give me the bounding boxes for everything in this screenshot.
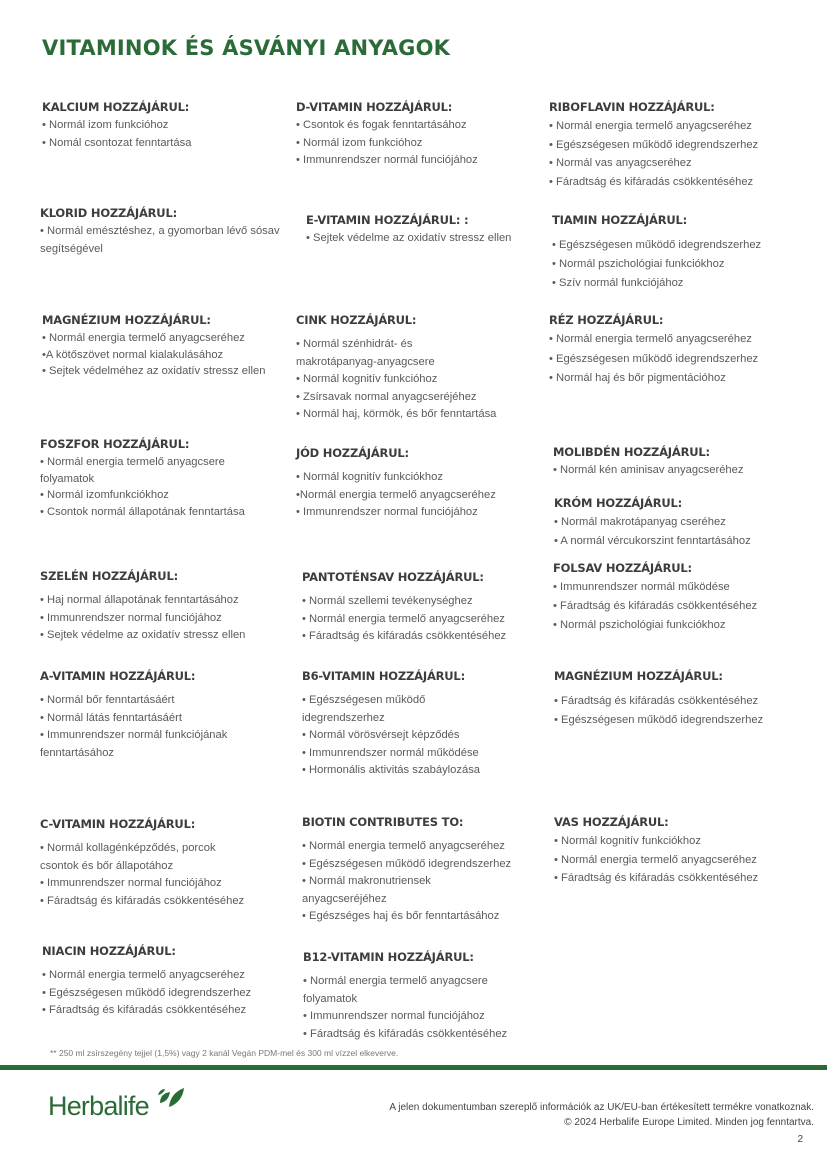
block-item: • Normál bőr fenntartásáért — [40, 694, 175, 706]
block-item: •A kötőszövet normal kialakulásához — [42, 348, 224, 361]
block-item: • Nomál csontozat fenntartása — [42, 136, 192, 149]
block-item: • Normál energia termelő anyagcseréhez — [42, 969, 245, 981]
block-heading: MAGNÉZIUM HOZZÁJÁRUL: — [42, 313, 211, 327]
block-heading: RÉZ HOZZÁJÁRUL: — [549, 313, 664, 327]
block-item: • Csontok normál állapotának fenntartása — [40, 505, 245, 518]
nutrient-block-a-vitamin — [40, 669, 270, 762]
block-item: • Egészségesen működő idegrendszerhez — [549, 352, 759, 365]
block-item: • Egészségesen működő idegrendszerhez — [552, 239, 762, 251]
nutrient-block-e-vitamin — [306, 213, 526, 248]
nutrient-block-cink — [296, 313, 531, 424]
block-heading: B6-VITAMIN HOZZÁJÁRUL: — [302, 669, 465, 683]
block-item: • Fáradtság és kifáradás csökkentéséhez — [554, 695, 759, 707]
nutrient-block-b6-vitamin — [302, 669, 482, 780]
nutrient-block-molibden — [553, 445, 818, 480]
block-item: • A normál vércukorszint fenntartásához — [554, 535, 751, 547]
block-item: • Normál szellemi tevékenységhez — [302, 595, 473, 607]
block-heading: FOLSAV HOZZÁJÁRUL: — [553, 561, 692, 575]
block-item: • Sejtek védelme az oxidatív stressz ellen — [306, 232, 512, 244]
block-heading: B12-VITAMIN HOZZÁJÁRUL: — [303, 950, 474, 964]
block-item: • Normál energia termelő anyagcseréhez — [302, 612, 505, 625]
nutrient-block-riboflavin — [549, 100, 819, 191]
block-item: • Fáradtság és kifáradás csökkentéséhez — [42, 1004, 247, 1016]
block-item: • Normál energia termelő anyagcseréhez — [549, 120, 752, 132]
block-item: • Zsírsavak normal anyagcseréjéhez — [296, 390, 477, 403]
block-item: • Egészséges haj és bőr fenntartásához — [302, 910, 500, 922]
block-item: • Csontok és fogak fenntartásához — [296, 119, 467, 131]
nutrient-block-foszfor — [40, 437, 262, 520]
block-item: • Egészségesen működő idegrendszerhez — [554, 714, 764, 726]
block-item: • Normál kén aminisav anyagcseréhez — [553, 464, 744, 476]
block-heading: NIACIN HOZZÁJÁRUL: — [42, 944, 176, 958]
block-item: • Haj normal állapotának fenntartásához — [40, 594, 239, 606]
block-item: • Immunrendszer normál működése — [553, 581, 730, 593]
nutrient-block-jod — [296, 446, 546, 522]
nutrient-block-vas — [554, 815, 819, 888]
block-item: • Normál makronutriensek anyagcseréjéhez — [302, 875, 431, 905]
nutrient-block-biotin — [302, 815, 512, 926]
block-heading: RIBOFLAVIN HOZZÁJÁRUL: — [549, 100, 715, 114]
block-item: • Fáradtság és kifáradás csökkentéséhez — [303, 1027, 508, 1040]
nutrient-block-szelen — [40, 569, 290, 645]
block-item: • Fáradtság és kifáradás csökkentéséhez — [554, 872, 759, 884]
block-item: • Immunrendszer normal funciójához — [40, 611, 222, 624]
block-item: • Immunrendszer normál funciójához — [296, 154, 478, 166]
page-number: 2 — [797, 1134, 803, 1145]
block-heading: A-VITAMIN HOZZÁJÁRUL: — [40, 669, 196, 683]
block-item: • Normál emésztéshez, a gyomorban lévő sósav segítségével — [40, 225, 280, 255]
block-item: • Egészségesen működő idegrendszerhez — [302, 857, 512, 870]
block-item: • Sejtek védelméhez az oxidatív stressz ellen — [42, 365, 266, 377]
block-heading: KLORID HOZZÁJÁRUL: — [40, 206, 177, 220]
footer-divider — [0, 1065, 827, 1070]
block-item: • Normál izom funkcióhoz — [42, 119, 169, 131]
herbalife-logo — [48, 1085, 198, 1125]
block-item: • Normál pszichológiai funkciókhoz — [553, 619, 726, 631]
nutrient-block-rez — [549, 313, 819, 389]
block-item: • Sejtek védelme az oxidatív stressz ellen — [40, 629, 246, 641]
nutrient-block-b12-vitamin — [303, 950, 531, 1043]
block-heading: E-VITAMIN HOZZÁJÁRUL: : — [306, 213, 469, 227]
nutrient-block-kalcium — [42, 100, 292, 152]
block-item: • Egészségesen működő idegrendszerhez — [302, 694, 426, 724]
block-item: • Immunrendszer normál funkciójának fenntartásához — [40, 729, 228, 759]
block-item: • Normál haj, körmök, és bőr fenntartása — [296, 408, 497, 420]
nutrient-block-krom — [554, 496, 819, 551]
nutrient-block-pantotensav — [302, 570, 552, 646]
block-item: • Normál energia termelő anyagcsere folyamatok — [40, 456, 225, 485]
block-item: • Immunrendszer normal funciójához — [40, 877, 222, 889]
block-heading: BIOTIN CONTRIBUTES TO: — [302, 815, 464, 829]
block-item: • Normál energia termelő anyagcseréhez — [302, 840, 505, 852]
block-item: • Normál kognitív funkciókhoz — [554, 835, 701, 847]
block-item: • Normál haj és bőr pigmentációhoz — [549, 372, 726, 384]
footnote: ** 250 ml zsírszegény tejjel (1,5%) vagy 2 kanál Vegán PDM-mel és 300 ml vízzel elkeverve. — [50, 1048, 399, 1058]
block-item: • Normál izom funkcióhoz — [296, 136, 423, 149]
block-item: • Fáradtság és kifáradás csökkentéséhez — [553, 600, 758, 612]
page-title: VITAMINOK ÉS ÁSVÁNYI ANYAGOK — [42, 36, 451, 60]
block-item: • Immunrendszer normál működése — [302, 746, 479, 759]
block-item: • Immunrendszer normal funciójához — [303, 1010, 485, 1022]
block-heading: JÓD HOZZÁJÁRUL: — [296, 446, 409, 460]
block-item: • Normál kollagénképződés, porcok csontok és bőr állapotához — [40, 842, 216, 872]
block-item: • Normál kognitív funkciókhoz — [296, 471, 443, 483]
block-heading: VAS HOZZÁJÁRUL: — [554, 815, 669, 829]
block-item: • Fáradtság és kifáradás csökkentéséhez — [302, 630, 507, 642]
block-item: • Fáradtság és kifáradás csökkentéséhez — [40, 894, 245, 907]
copyright-line: © 2024 Herbalife Europe Limited. Minden jog fenntartva. — [564, 1117, 814, 1128]
nutrient-block-niacin — [42, 944, 292, 1020]
nutrient-block-klorid — [40, 206, 290, 258]
block-item: • Fáradtság és kifáradás csökkentéséhez — [549, 175, 754, 188]
block-heading: CINK HOZZÁJÁRUL: — [296, 313, 417, 327]
block-heading: C-VITAMIN HOZZÁJÁRUL: — [40, 817, 196, 831]
leaf-icon — [156, 1085, 186, 1115]
block-item: • Normál vörösvérsejt képződés — [302, 729, 460, 741]
block-heading: TIAMIN HOZZÁJÁRUL: — [552, 213, 688, 227]
block-heading: D-VITAMIN HOZZÁJÁRUL: — [296, 100, 453, 114]
footer-disclaimer — [389, 1100, 814, 1130]
block-item: • Normál kognitív funkcióhoz — [296, 373, 438, 385]
block-item: • Normál energia termelő anyagcseréhez — [42, 332, 245, 344]
block-item: • Normál izomfunkciókhoz — [40, 489, 169, 501]
nutrient-block-d-vitamin — [296, 100, 546, 170]
block-heading: MOLIBDÉN HOZZÁJÁRUL: — [553, 445, 710, 459]
nutrient-block-magnezium-2 — [554, 669, 819, 730]
nutrient-block-magnezium — [42, 313, 267, 380]
block-heading: KALCIUM HOZZÁJÁRUL: — [42, 100, 190, 114]
block-item: • Hormonális aktivitás szabáylozása — [302, 764, 481, 776]
block-item: • Normál pszichológiai funkciókhoz — [552, 258, 725, 270]
nutrient-block-c-vitamin — [40, 817, 252, 910]
block-item: • Egészségesen működő idegrendszerhez — [42, 986, 252, 999]
block-item: • Normál szénhidrát- és makrotápanyag-anyagcsere — [296, 338, 435, 368]
block-item: • Normál energia termelő anyagcsere folyamatok — [303, 975, 488, 1005]
block-item: • Normál vas anyagcseréhez — [549, 157, 692, 169]
block-item: • Normál energia termelő anyagcseréhez — [549, 333, 752, 345]
block-item: • Normál energia termelő anyagcseréhez — [554, 853, 757, 866]
block-heading: FOSZFOR HOZZÁJÁRUL: — [40, 437, 190, 451]
block-heading: MAGNÉZIUM HOZZÁJÁRUL: — [554, 669, 723, 683]
block-item: • Normál makrotápanyag cseréhez — [554, 516, 726, 528]
block-heading: PANTOTÉNSAV HOZZÁJÁRUL: — [302, 570, 484, 584]
nutrient-block-tiamin — [552, 213, 822, 293]
block-heading: SZELÉN HOZZÁJÁRUL: — [40, 569, 178, 583]
logo-text: Herbalife — [48, 1091, 149, 1121]
block-item: • Immunrendszer normal funciójához — [296, 506, 478, 518]
block-heading: KRÓM HOZZÁJÁRUL: — [554, 496, 683, 510]
nutrient-block-folsav — [553, 561, 818, 635]
disclaimer-line: A jelen dokumentumban szereplő információk az UK/EU-ban értékesített termékre vonatkoznak. — [389, 1102, 814, 1113]
block-item: • Normál látás fenntartásáért — [40, 711, 182, 724]
block-item: • Egészségesen működő idegrendszerhez — [549, 138, 759, 151]
block-item: •Normál energia termelő anyagcseréhez — [296, 488, 496, 501]
block-item: • Szív normál funkciójához — [552, 277, 684, 289]
